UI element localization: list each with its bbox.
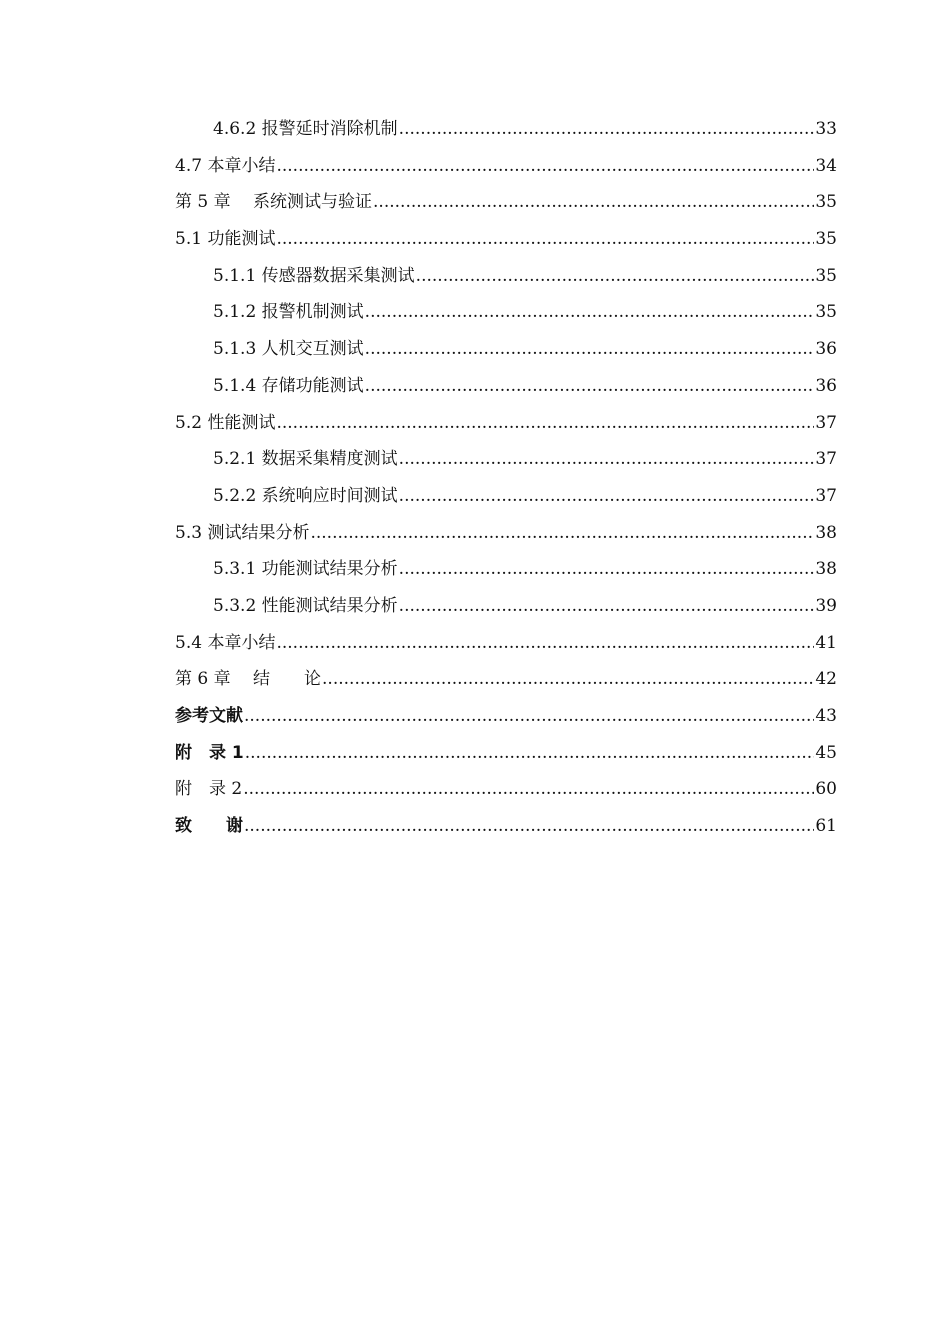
toc-entry[interactable] xyxy=(175,591,837,628)
toc-entry[interactable] xyxy=(175,151,837,188)
toc-dot-leader xyxy=(244,706,814,726)
toc-dot-leader xyxy=(399,596,815,616)
toc-entry[interactable] xyxy=(175,114,837,151)
toc-entry[interactable] xyxy=(175,701,837,738)
toc-entry-page-number: 61 xyxy=(815,816,837,837)
toc-entry-page-number: 60 xyxy=(815,779,837,800)
toc-entry-page-number: 36 xyxy=(815,375,837,396)
toc-entry-page-number: 37 xyxy=(815,412,837,433)
toc-dot-leader xyxy=(365,302,815,322)
table-of-contents xyxy=(175,114,837,848)
toc-entry[interactable] xyxy=(175,628,837,665)
toc-entry-page-number: 38 xyxy=(815,559,837,580)
toc-entry[interactable] xyxy=(175,334,837,371)
toc-entry[interactable] xyxy=(175,261,837,298)
toc-dot-leader xyxy=(322,669,814,689)
toc-entry-title: 5.2.2 系统响应时间测试 xyxy=(213,485,398,506)
toc-dot-leader xyxy=(416,266,815,286)
toc-dot-leader xyxy=(276,633,814,653)
toc-entry[interactable] xyxy=(175,518,837,555)
toc-dot-leader xyxy=(244,816,814,836)
toc-entry[interactable] xyxy=(175,187,837,224)
toc-entry[interactable] xyxy=(175,774,837,811)
toc-entry-title: 第 5 章 系统测试与验证 xyxy=(175,192,373,213)
toc-entry[interactable] xyxy=(175,371,837,408)
toc-entry-page-number: 43 xyxy=(815,706,837,726)
toc-dot-leader xyxy=(276,229,814,249)
toc-entry-title: 5.2 性能测试 xyxy=(175,412,276,433)
toc-dot-leader xyxy=(245,743,815,763)
toc-entry-title: 致 谢 xyxy=(175,816,243,837)
toc-entry-page-number: 34 xyxy=(815,155,837,176)
toc-entry-page-number: 45 xyxy=(815,742,837,763)
toc-entry-title: 5.1.3 人机交互测试 xyxy=(213,339,364,360)
toc-dot-leader xyxy=(373,192,814,212)
toc-entry-title: 4.7 本章小结 xyxy=(175,155,276,176)
toc-entry-page-number: 35 xyxy=(815,302,837,323)
toc-entry-page-number: 42 xyxy=(815,669,837,690)
toc-entry-title: 5.1 功能测试 xyxy=(175,229,276,250)
toc-entry-page-number: 35 xyxy=(815,229,837,250)
toc-dot-leader xyxy=(399,119,815,139)
toc-entry-page-number: 33 xyxy=(815,119,837,139)
toc-dot-leader xyxy=(399,486,815,506)
toc-entry[interactable] xyxy=(175,297,837,334)
toc-entry[interactable] xyxy=(175,554,837,591)
toc-dot-leader xyxy=(365,376,815,396)
toc-dot-leader xyxy=(399,559,815,579)
toc-entry-page-number: 39 xyxy=(815,595,837,616)
toc-entry-page-number: 37 xyxy=(815,449,837,470)
toc-entry-title: 5.1.1 传感器数据采集测试 xyxy=(213,265,415,286)
toc-entry[interactable] xyxy=(175,224,837,261)
toc-entry-title: 附 录 1 xyxy=(175,742,244,763)
toc-entry-title: 5.3.1 功能测试结果分析 xyxy=(213,559,398,580)
toc-entry[interactable] xyxy=(175,664,837,701)
toc-dot-leader xyxy=(276,413,814,433)
toc-dot-leader xyxy=(365,339,815,359)
toc-entry[interactable] xyxy=(175,481,837,518)
toc-entry[interactable] xyxy=(175,444,837,481)
toc-entry-page-number: 35 xyxy=(815,192,837,213)
toc-entry-title: 5.2.1 数据采集精度测试 xyxy=(213,449,398,470)
toc-entry[interactable] xyxy=(175,738,837,775)
toc-entry-title: 5.3 测试结果分析 xyxy=(175,522,310,543)
toc-entry[interactable] xyxy=(175,408,837,445)
toc-entry[interactable] xyxy=(175,811,837,848)
toc-entry-title: 第 6 章 结 论 xyxy=(175,669,322,690)
toc-entry-title: 5.4 本章小结 xyxy=(175,632,276,653)
toc-dot-leader xyxy=(399,449,815,469)
toc-entry-title: 参考文献 xyxy=(175,706,243,726)
toc-entry-title: 5.1.2 报警机制测试 xyxy=(213,302,364,323)
toc-entry-title: 5.3.2 性能测试结果分析 xyxy=(213,595,398,616)
toc-entry-page-number: 41 xyxy=(815,632,837,653)
toc-entry-page-number: 38 xyxy=(815,522,837,543)
toc-entry-title: 5.1.4 存储功能测试 xyxy=(213,375,364,396)
toc-entry-title: 附 录 2 xyxy=(175,779,243,800)
toc-dot-leader xyxy=(310,523,814,543)
toc-entry-title: 4.6.2 报警延时消除机制 xyxy=(213,119,398,139)
toc-dot-leader xyxy=(243,779,814,799)
toc-entry-page-number: 36 xyxy=(815,339,837,360)
toc-entry-page-number: 37 xyxy=(815,485,837,506)
toc-dot-leader xyxy=(276,156,814,176)
toc-entry-page-number: 35 xyxy=(815,265,837,286)
